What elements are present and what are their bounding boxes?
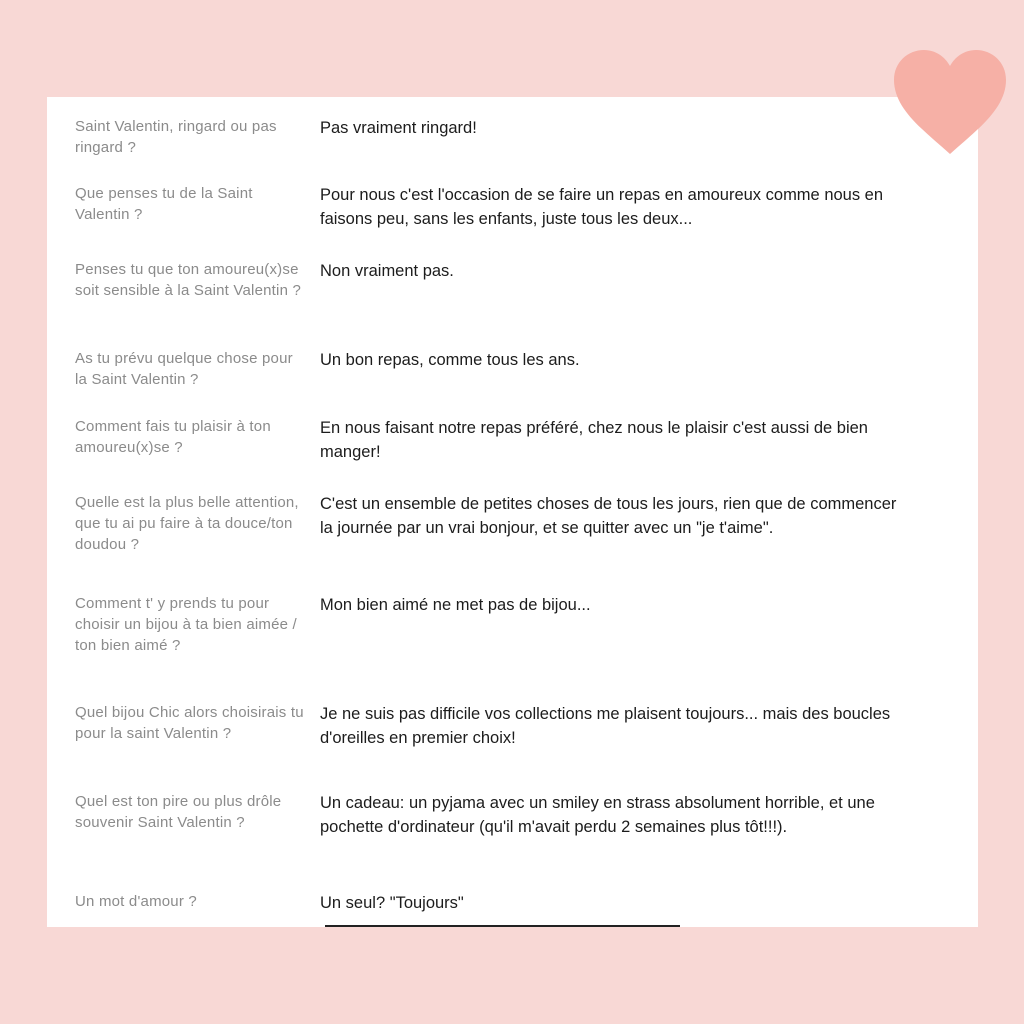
- question: Un mot d'amour ?: [75, 893, 197, 910]
- answer: Non vraiment pas.: [320, 262, 454, 280]
- answer: C'est un ensemble de petites choses de tous les jours, rien que de commencer la journée par un vrai bonjour, et se quitter avec un "je t'aime".: [320, 495, 897, 537]
- question: Comment t' y prends tu pour choisir un bijou à ta bien aimée / ton bien aimé ?: [75, 595, 297, 654]
- question: Quel bijou Chic alors choisirais tu pour la saint Valentin ?: [75, 704, 304, 742]
- divider: [325, 925, 680, 927]
- answer: Un seul? "Toujours": [320, 894, 464, 912]
- answer: En nous faisant notre repas préféré, chez nous le plaisir c'est aussi de bien manger!: [320, 419, 868, 461]
- question: As tu prévu quelque chose pour la Saint Valentin ?: [75, 350, 293, 388]
- answer: Un bon repas, comme tous les ans.: [320, 351, 580, 369]
- answer: Je ne suis pas difficile vos collections me plaisent toujours... mais des boucles d'oreilles en premier choix!: [320, 705, 891, 747]
- answer: Pour nous c'est l'occasion de se faire un repas en amoureux comme nous en faisons peu, sans les enfants, juste tous les deux...: [320, 186, 884, 228]
- answer: Mon bien aimé ne met pas de bijou...: [320, 596, 591, 614]
- question: Que penses tu de la Saint Valentin ?: [75, 185, 253, 223]
- qa-card: [47, 97, 978, 927]
- heart-icon: [890, 48, 1010, 158]
- question: Saint Valentin, ringard ou pas ringard ?: [75, 118, 277, 156]
- answer: Un cadeau: un pyjama avec un smiley en strass absolument horrible, et une pochette d'ordinateur (qu'il m'avait perdu 2 semaines plus tôt!!!).: [320, 794, 875, 836]
- answer: Pas vraiment ringard!: [320, 119, 477, 137]
- question: Penses tu que ton amoureu(x)se soit sensible à la Saint Valentin ?: [75, 261, 302, 299]
- question: Comment fais tu plaisir à ton amoureu(x)se ?: [75, 418, 271, 456]
- question: Quel est ton pire ou plus drôle souvenir Saint Valentin ?: [75, 793, 282, 831]
- heart-shape: [894, 50, 1006, 154]
- question: Quelle est la plus belle attention, que tu ai pu faire à ta douce/ton doudou ?: [75, 494, 299, 553]
